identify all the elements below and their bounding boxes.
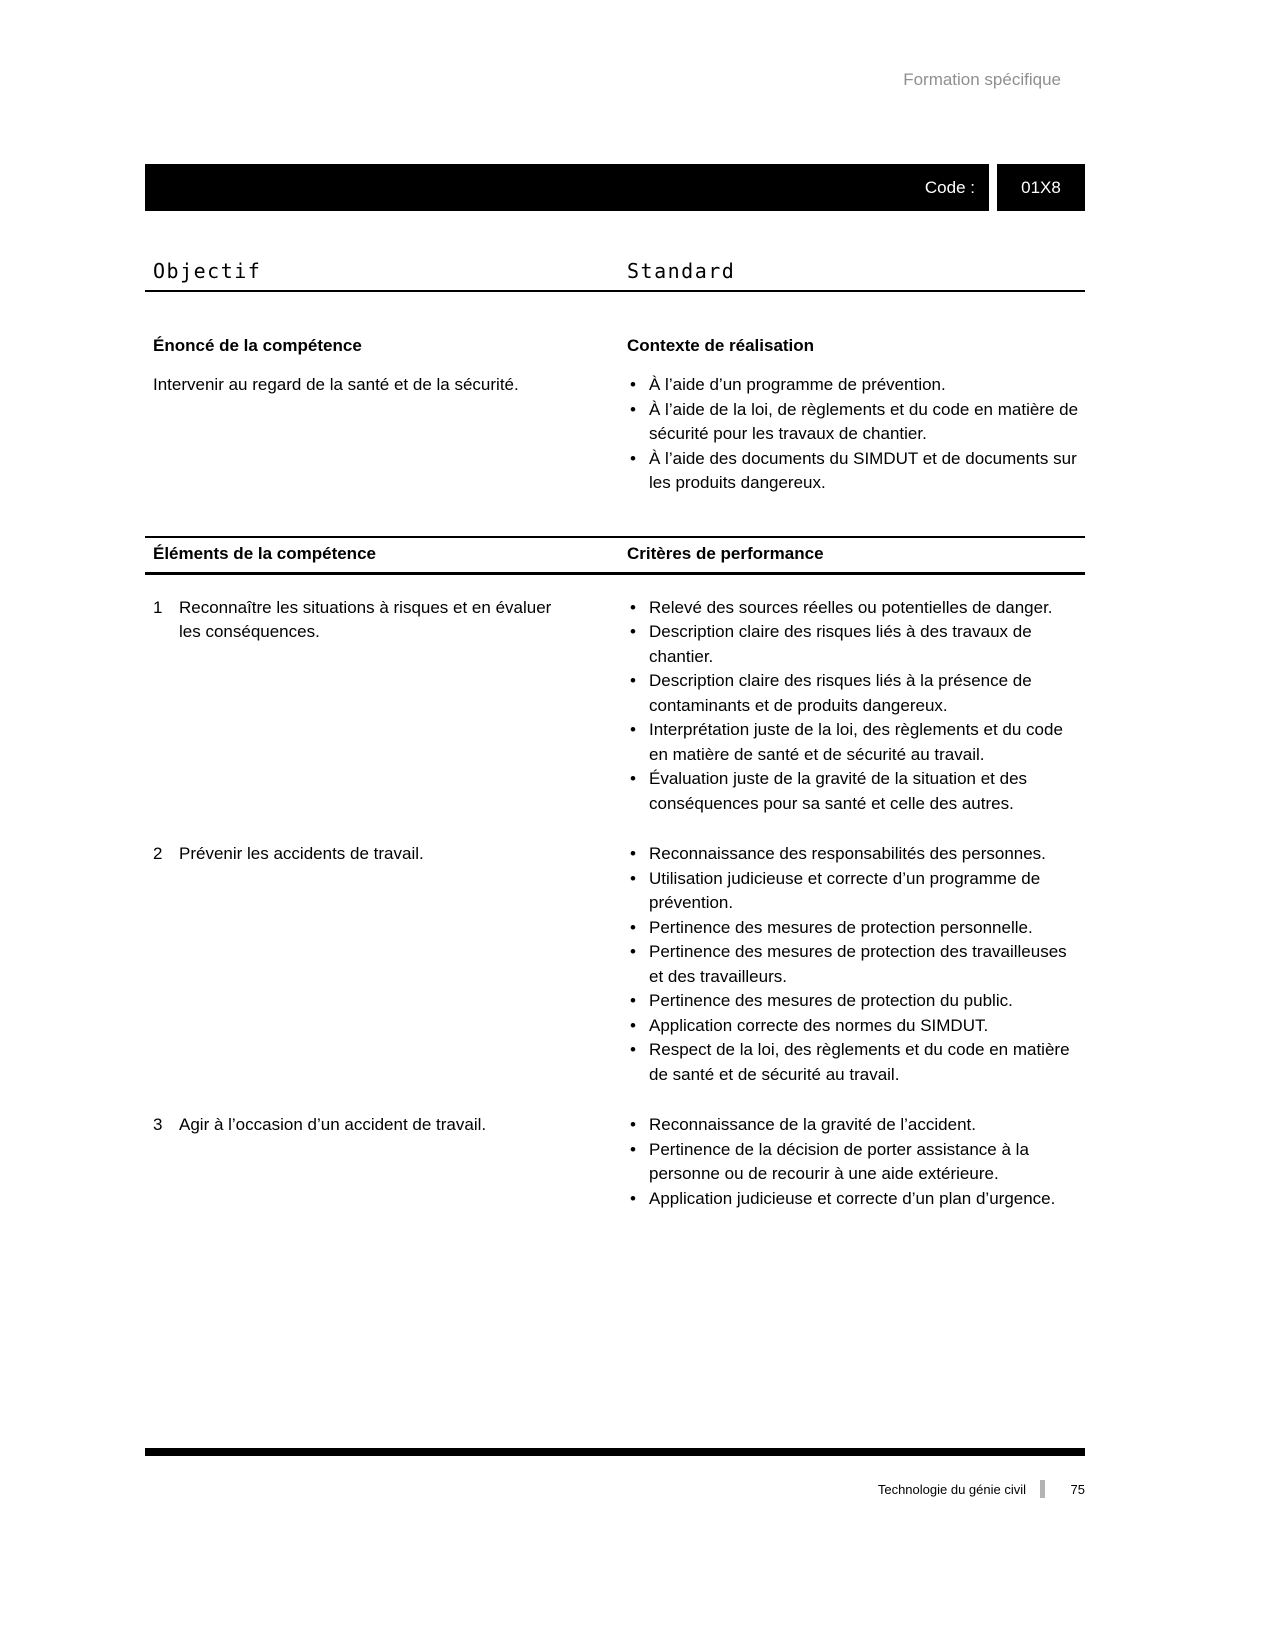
criteria-cell — [627, 596, 1085, 817]
competency-row — [145, 596, 1085, 817]
footer-divider — [1040, 1480, 1045, 1498]
element-text: Prévenir les accidents de travail. — [179, 844, 424, 863]
element-text: Agir à l’occasion d’un accident de travail. — [179, 1115, 487, 1134]
bullet-text: Pertinence des mesures de protection des travailleuses et des travailleurs. — [649, 942, 1067, 986]
enonce-contexte-content-row — [145, 373, 1085, 496]
bullet-item — [627, 767, 1085, 816]
elements-title-cell — [145, 544, 627, 564]
code-bar — [145, 164, 1085, 211]
bullet-item — [627, 718, 1085, 767]
enonce-text: Intervenir au regard de la santé et de la sécurité. — [153, 375, 519, 394]
criteria-cell — [627, 1113, 1085, 1211]
element-number: 2 — [153, 844, 163, 863]
bullet-text: Respect de la loi, des règlements et du code en matière de santé et de sécurité au travail. — [649, 1040, 1070, 1084]
page-number: 75 — [1070, 1481, 1085, 1497]
element-item — [153, 842, 577, 867]
bullet-item — [627, 1014, 1085, 1039]
bullet-text: Pertinence des mesures de protection du public. — [649, 991, 1013, 1010]
contexte-bullets-cell — [627, 373, 1085, 496]
bullet-item — [627, 916, 1085, 941]
bullet-text: À l’aide des documents du SIMDUT et de documents sur les produits dangereux. — [649, 448, 1077, 492]
contexte-bullet-list — [627, 373, 1085, 496]
bullet-item — [627, 940, 1085, 989]
bullet-text: Utilisation judicieuse et correcte d’un programme de prévention. — [649, 868, 1041, 912]
bullet-item — [627, 867, 1085, 916]
element-number: 3 — [153, 1115, 163, 1134]
objectif-standard-header-row — [145, 259, 1085, 292]
standard-header-cell — [627, 259, 1085, 283]
criteria-bullet-list — [627, 596, 1085, 817]
section-titles-row — [145, 336, 1085, 356]
standard-header: Standard — [627, 259, 736, 283]
criteria-bullet-list — [627, 1113, 1085, 1211]
elements-title: Éléments de la compétence — [153, 543, 376, 563]
enonce-title-cell — [145, 336, 627, 356]
bullet-text: Évaluation juste de la gravité de la situation et des conséquences pour sa santé et celle des autres. — [649, 769, 1028, 813]
bullet-text: À l’aide d’un programme de prévention. — [649, 375, 946, 394]
bullet-item — [627, 1187, 1085, 1212]
bullet-text: Application judicieuse et correcte d’un plan d’urgence. — [649, 1188, 1056, 1208]
bullet-item — [627, 447, 1085, 496]
footer-text: Technologie du génie civil — [877, 1481, 1026, 1497]
criteres-title: Critères de performance — [627, 543, 824, 563]
element-cell — [145, 842, 627, 1087]
competency-row — [145, 1113, 1085, 1211]
bullet-text: Pertinence de la décision de porter assistance à la personne ou de recourir à une aide extérieure. — [649, 1139, 1029, 1183]
bullet-item — [627, 1113, 1085, 1138]
bullet-text: Reconnaissance des responsabilités des personnes. — [649, 844, 1046, 863]
code-value-box — [997, 164, 1085, 211]
competency-row — [145, 842, 1085, 1087]
contexte-title: Contexte de réalisation — [627, 336, 815, 355]
element-cell — [145, 1113, 627, 1211]
criteria-cell — [627, 842, 1085, 1087]
criteres-title-cell — [627, 544, 1085, 564]
bullet-text: Application correcte des normes du SIMDUT. — [649, 1015, 989, 1035]
bullet-text: Description claire des risques liés à la présence de contaminants et de produits dangereux. — [649, 671, 1032, 715]
objectif-header-cell — [145, 259, 627, 283]
bullet-text: Relevé des sources réelles ou potentielles de danger. — [649, 597, 1053, 617]
criteria-bullet-list — [627, 842, 1085, 1087]
bullet-item — [627, 596, 1085, 621]
bullet-item — [627, 842, 1085, 867]
page-footer — [145, 1480, 1085, 1498]
bullet-item — [627, 989, 1085, 1014]
bullet-item — [627, 669, 1085, 718]
code-bar-title-block — [145, 164, 989, 211]
elements-criteres-header-band — [145, 536, 1085, 575]
bullet-item — [627, 1038, 1085, 1087]
objectif-header: Objectif — [153, 259, 262, 283]
code-value: 01X8 — [1021, 177, 1061, 197]
footer-rule-bar — [145, 1448, 1085, 1456]
element-number: 1 — [153, 597, 163, 617]
document-page — [145, 0, 1085, 1211]
element-item — [153, 1113, 577, 1138]
element-cell — [145, 596, 627, 817]
enonce-title: Énoncé de la compétence — [153, 336, 362, 355]
code-label: Code : — [924, 177, 975, 197]
element-item — [153, 596, 577, 645]
enonce-text-cell — [145, 373, 627, 496]
bullet-text: Pertinence des mesures de protection personnelle. — [649, 917, 1033, 937]
bullet-item — [627, 398, 1085, 447]
bullet-item — [627, 620, 1085, 669]
code-bar-gap — [989, 164, 997, 211]
bullet-item — [627, 1138, 1085, 1187]
bullet-text: À l’aide de la loi, de règlements et du code en matière de sécurité pour les travaux de chantier. — [649, 399, 1079, 443]
bullet-text: Description claire des risques liés à des travaux de chantier. — [649, 622, 1032, 666]
page-header — [145, 70, 1085, 92]
running-header-label: Formation spécifique — [903, 70, 1061, 89]
bullet-text: Interprétation juste de la loi, des règlements et du code en matière de santé et de sécurité au travail. — [649, 720, 1063, 764]
contexte-title-cell — [627, 336, 1085, 356]
bullet-item — [627, 373, 1085, 398]
bullet-text: Reconnaissance de la gravité de l’accident. — [649, 1115, 976, 1134]
element-text: Reconnaître les situations à risques et en évaluer les conséquences. — [179, 597, 552, 641]
